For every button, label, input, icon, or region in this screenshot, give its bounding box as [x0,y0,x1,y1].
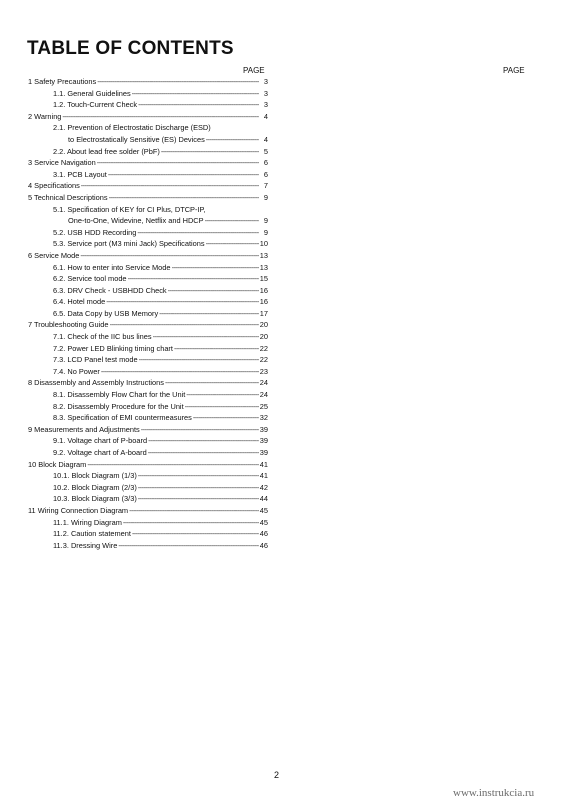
page-column-header-right: PAGE [503,66,525,75]
toc-entry-title: 10.1. Block Diagram (1/3) [53,471,137,481]
toc-entry-page: 20 [259,332,268,342]
toc-entry[interactable] [28,389,268,401]
toc-entry[interactable] [28,122,268,134]
page-column-header-left: PAGE [243,66,265,75]
toc-entry-title: 6.3. DRV Check - USBHDD Check [53,285,167,295]
toc-entry-title: 5.2. USB HDD Recording [53,227,137,237]
toc-entry[interactable] [28,401,268,413]
toc-entry[interactable] [28,343,268,355]
toc-dot-leader [138,470,259,482]
toc-dot-leader [97,157,259,169]
toc-entry-page: 22 [259,355,268,365]
toc-entry[interactable] [28,505,268,517]
toc-entry-page: 41 [259,459,268,469]
toc-entry[interactable] [28,412,268,424]
toc-dot-leader [205,215,259,227]
toc-entry-title: 6 Service Mode [28,250,80,260]
toc-dot-leader [87,459,258,471]
toc-entry[interactable] [28,308,268,320]
toc-entry-page: 6 [263,158,268,168]
toc-dot-leader [80,250,258,262]
toc-dot-leader [168,285,259,297]
toc-dot-leader [106,296,259,308]
toc-entry-title: 10.2. Block Diagram (2/3) [53,482,137,492]
toc-dot-leader [159,308,259,320]
toc-entry-title: 8.1. Disassembly Flow Chart for the Unit [53,390,186,400]
toc-entry[interactable] [28,204,268,216]
document-title: TABLE OF CONTENTS [27,38,234,59]
toc-entry-title: 8.2. Disassembly Procedure for the Unit [53,401,184,411]
toc-dot-leader [138,99,259,111]
toc-entry-page: 4 [263,134,268,144]
toc-entry-title: 6.5. Data Copy by USB Memory [53,308,159,318]
toc-dot-leader [206,238,259,250]
toc-entry[interactable] [28,459,268,471]
toc-entry[interactable] [28,540,268,552]
toc-dot-leader [109,192,259,204]
toc-dot-leader [141,424,259,436]
toc-entry-page: 16 [259,297,268,307]
toc-entry-title: 5.1. Specification of KEY for CI Plus, DTCP-IP, [53,204,206,214]
toc-entry-title: 10 Block Diagram [28,459,87,469]
toc-dot-leader [62,111,259,123]
toc-entry-title: 4 Specifications [28,181,80,191]
toc-entry-page: 9 [263,227,268,237]
toc-entry-page: 5 [263,146,268,156]
toc-entry[interactable] [28,435,268,447]
toc-entry-page: 9 [263,216,268,226]
toc-entry-title: 9.1. Voltage chart of P-board [53,436,148,446]
toc-entry-page: 44 [259,494,268,504]
toc-entry[interactable] [28,470,268,482]
toc-entry-page: 42 [259,482,268,492]
toc-entry-title: 11 Wiring Connection Diagram [28,505,129,515]
toc-entry[interactable] [28,424,268,436]
toc-entry[interactable] [28,250,268,262]
toc-entry-title: 8 Disassembly and Assembly Instructions [28,378,164,388]
toc-entry[interactable] [28,111,268,123]
toc-entry-page: 46 [259,540,268,550]
toc-dot-leader [81,180,259,192]
toc-dot-leader [129,505,259,517]
toc-entry-title: 7.3. LCD Panel test mode [53,355,138,365]
toc-entry-page: 45 [259,505,268,515]
toc-entry[interactable] [28,366,268,378]
toc-dot-leader [165,377,259,389]
toc-entry-title: 1 Safety Precautions [28,77,97,86]
toc-dot-leader [138,493,259,505]
toc-entry-title: 7.1. Check of the IIC bus lines [53,332,152,342]
toc-entry-title: 11.3. Dressing Wire [53,540,118,550]
toc-dot-leader [139,354,259,366]
toc-dot-leader [206,134,259,146]
toc-entry[interactable] [28,99,268,111]
toc-entry[interactable] [28,157,268,169]
toc-entry-title: 1.2. Touch-Current Check [53,100,138,110]
toc-entry-title: 2 Warning [28,111,62,121]
toc-entry-page: 7 [263,181,268,191]
toc-entry-page: 16 [259,285,268,295]
toc-entry[interactable] [28,493,268,505]
toc-entry-page: 3 [263,100,268,110]
toc-entry[interactable] [28,296,268,308]
toc-entry-page: 25 [259,401,268,411]
toc-entry[interactable] [28,319,268,331]
toc-entry-title: 7 Troubleshooting Guide [28,320,109,330]
toc-entry-title: 3 Service Navigation [28,158,96,168]
watermark: www.instrukcia.ru [453,787,535,799]
toc-entry-page: 24 [259,390,268,400]
toc-dot-leader [110,319,259,331]
toc-entry-page: 32 [259,413,268,423]
toc-dot-leader [193,412,259,424]
toc-entry[interactable] [28,88,268,100]
toc-entry[interactable] [28,528,268,540]
toc-entry-title: 5 Technical Descriptions [28,192,108,202]
toc-dot-leader [172,262,259,274]
toc-dot-leader [148,447,259,459]
toc-dot-leader [137,227,259,239]
toc-entry-page: 13 [259,250,268,260]
toc-entry-page: 20 [259,320,268,330]
toc-entry-page: 4 [263,111,268,121]
toc-entry-title: 6.2. Service tool mode [53,274,127,284]
toc-entry-title: 6.4. Hotel mode [53,297,106,307]
toc-entry-page: 45 [259,517,268,527]
toc-entry-title: 11.2. Caution statement [53,529,131,539]
toc-entry-title: One-to-One, Widevine, Netflix and HDCP [68,216,204,226]
toc-entry-page: 39 [259,424,268,434]
toc-entry-page: 24 [259,378,268,388]
toc-entry-title: 6.1. How to enter into Service Mode [53,262,171,272]
toc-dot-leader [174,343,259,355]
toc-entry-page: 3 [263,77,268,86]
toc-entry[interactable] [28,331,268,343]
toc-dot-leader [118,540,258,552]
toc-entry-page: 39 [259,436,268,446]
toc-entry[interactable] [28,134,268,146]
toc-entry[interactable] [28,377,268,389]
toc-dot-leader [185,401,259,413]
toc-entry[interactable] [28,76,268,88]
toc-entry-page: 46 [259,529,268,539]
toc-entry-page: 39 [259,448,268,457]
toc-entry-page: 17 [259,308,268,318]
toc-entry-page: 9 [263,192,268,202]
toc-entry-title: 9.2. Voltage chart of A-board [53,448,147,457]
toc-entry[interactable] [28,180,268,192]
toc-dot-leader [138,482,259,494]
toc-entry[interactable] [28,482,268,494]
toc-entry[interactable] [28,215,268,227]
toc-dot-leader [148,435,259,447]
toc-entry[interactable] [28,517,268,529]
toc-entry-page: 23 [259,366,268,376]
toc-entry-page: 41 [259,471,268,481]
toc-dot-leader [153,331,259,343]
toc-entry-page: 3 [263,88,268,98]
toc-entry-page: 6 [263,169,268,179]
toc-entry-page: 10 [259,239,268,249]
toc-entry-title: 7.2. Power LED Blinking timing chart [53,343,173,353]
table-of-contents [28,76,268,551]
toc-dot-leader [161,146,259,158]
toc-entry-title: 8.3. Specification of EMI countermeasures [53,413,192,423]
toc-entry-page: 15 [259,274,268,284]
toc-entry-title: 10.3. Block Diagram (3/3) [53,494,137,504]
toc-dot-leader [132,88,259,100]
toc-dot-leader [101,366,259,378]
toc-entry-page: 22 [259,343,268,353]
toc-entry[interactable] [28,169,268,181]
toc-entry-page: 13 [259,262,268,272]
toc-entry-title: 11.1. Wiring Diagram [53,517,122,527]
toc-entry[interactable] [28,192,268,204]
toc-entry-title: to Electrostatically Sensitive (ES) Devices [68,134,205,144]
toc-dot-leader [108,169,259,181]
toc-entry-title: 1.1. General Guidelines [53,88,131,98]
toc-dot-leader [123,517,259,529]
toc-entry[interactable] [28,238,268,250]
toc-entry[interactable] [28,227,268,239]
toc-dot-leader [97,76,259,88]
toc-entry-title: 9 Measurements and Adjustments [28,424,140,434]
toc-entry-title: 5.3. Service port (M3 mini Jack) Specifications [53,239,205,249]
toc-entry[interactable] [28,354,268,366]
toc-entry-title: 7.4. No Power [53,366,100,376]
toc-entry[interactable] [28,262,268,274]
toc-dot-leader [128,273,259,285]
page-number: 2 [274,770,280,780]
toc-entry-title: 2.1. Prevention of Electrostatic Discharge (ESD) [53,123,211,133]
toc-entry[interactable] [28,273,268,285]
toc-entry-title: 3.1. PCB Layout [53,169,107,179]
toc-entry[interactable] [28,447,268,459]
toc-entry-title: 2.2. About lead free solder (PbF) [53,146,160,156]
toc-dot-leader [132,528,259,540]
toc-entry[interactable] [28,146,268,158]
toc-dot-leader [186,389,259,401]
toc-entry[interactable] [28,285,268,297]
